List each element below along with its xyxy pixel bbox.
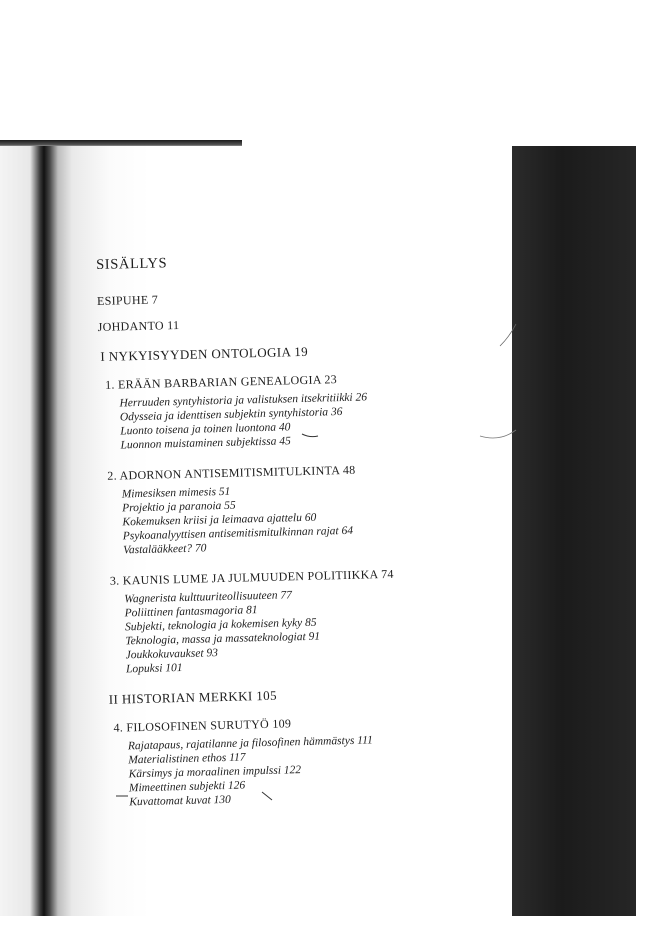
toc-title: SISÄLLYS	[95, 255, 168, 273]
toc-section: Wagnerista kulttuuriteollisuuteen 77	[124, 589, 293, 606]
toc-chapter-2: 2. ADORNON ANTISEMITISMITULKINTA 48	[107, 462, 356, 483]
toc-section: Luonto toisena ja toinen luontona 40	[120, 421, 291, 438]
toc-entry-preface: ESIPUHE 7	[96, 292, 159, 308]
pen-stroke	[480, 430, 516, 438]
toc-section: Teknologia, massa ja massateknologiat 91	[125, 630, 321, 648]
toc-section: Mimeettinen subjekti 126	[128, 779, 246, 795]
toc-section: Projektio ja paranoia 55	[121, 499, 236, 515]
toc-chapter-1: 1. ERÄÄN BARBARIAN GENEALOGIA 23	[104, 372, 338, 392]
toc-part-1: I NYKYISYYDEN ONTOLOGIA 19	[100, 343, 309, 364]
toc-section: Mimesiksen mimesis 51	[121, 485, 231, 501]
toc-section: Joukkokuvaukset 93	[125, 647, 219, 662]
toc-section: Kärsimys ja moraalinen impulssi 122	[128, 764, 302, 781]
toc-section: Rajatapaus, rajatilanne ja filosofinen hämmästys 111	[127, 734, 373, 753]
toc-chapter-3: 3. KAUNIS LUME JA JULMUUDEN POLITIIKKA 74	[109, 566, 394, 588]
toc-section: Luonnon muistaminen subjektissa 45	[120, 435, 291, 452]
toc-section: Lopuksi 101	[125, 662, 183, 676]
toc-section: Poliittinen fantasmagoria 81	[124, 604, 258, 620]
pen-stroke	[262, 792, 272, 800]
toc-section: Kokemuksen kriisi ja leimaava ajattelu 60	[122, 511, 317, 529]
toc-section: Kuvattomat kuvat 130	[129, 793, 232, 809]
toc-section: Psykoanalyyttisen antisemitismitulkinnan rajat 64	[122, 524, 354, 543]
toc-section: Subjekti, teknologia ja kokemisen kyky 85	[124, 616, 317, 634]
toc-chapter-4: 4. FILOSOFINEN SURUTYÖ 109	[113, 716, 292, 735]
toc-section: Vastalääkkeet? 70	[123, 542, 207, 557]
toc-section: Odysseia ja identtisen subjektin syntyhistoria 36	[119, 406, 343, 424]
toc-section: Herruuden syntyhistoria ja valistuksen itsekritiikki 26	[119, 391, 368, 410]
toc-section: Materialistinen ethos 117	[128, 751, 246, 767]
pen-stroke	[302, 434, 318, 437]
toc-entry-introduction: JOHDANTO 11	[97, 317, 180, 334]
pen-stroke	[500, 324, 516, 346]
toc-part-2: II HISTORIAN MERKKI 105	[108, 687, 278, 707]
